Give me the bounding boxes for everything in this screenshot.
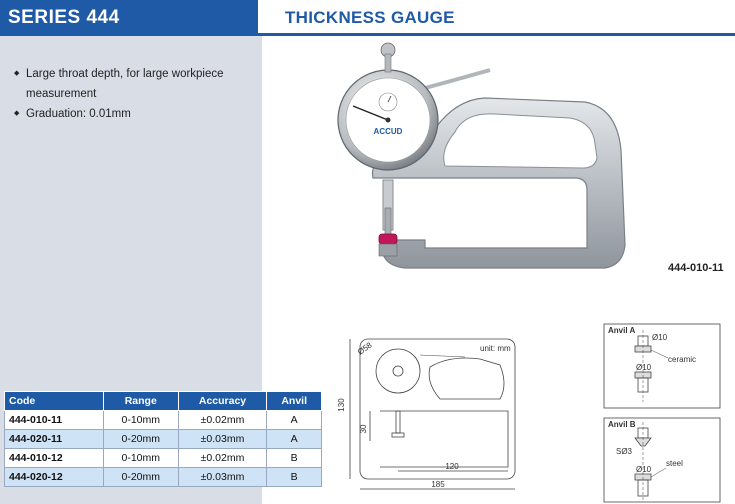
anvil-collar (379, 234, 397, 244)
anvil-a-material: ceramic (668, 355, 697, 364)
anvil-a-title: Anvil A (608, 326, 636, 335)
cell-range: 0-20mm (103, 468, 178, 487)
cell-accuracy: ±0.03mm (178, 430, 267, 449)
lift-lever (425, 70, 490, 88)
col-header-accuracy: Accuracy (178, 392, 267, 411)
col-header-anvil: Anvil (267, 392, 322, 411)
table-row (5, 449, 322, 468)
dial-brand: ACCUD (373, 127, 403, 136)
cell-code: 444-020-12 (5, 468, 104, 487)
cell-accuracy: ±0.02mm (178, 411, 267, 430)
cell-code: 444-010-12 (5, 449, 104, 468)
spec-table (4, 391, 322, 487)
table-row (5, 411, 322, 430)
dim-total-width: 185 (431, 480, 445, 489)
cell-range: 0-10mm (103, 449, 178, 468)
cell-accuracy: ±0.02mm (178, 449, 267, 468)
anvil-a-bottom: Ø10 (636, 363, 652, 372)
header-rule (258, 33, 735, 36)
anvil-b-bottom: Ø10 (636, 465, 652, 474)
handle-cutout (444, 114, 597, 168)
feature-list (14, 64, 254, 124)
cell-anvil: A (267, 411, 322, 430)
anvil-a-top: Ø10 (652, 333, 668, 342)
throat-outline (380, 411, 508, 467)
anvil-detail-drawings (602, 322, 732, 504)
cell-range: 0-10mm (103, 411, 178, 430)
anvil-b-box (604, 418, 720, 502)
handle-outline (429, 358, 504, 399)
anvil-b-tip: SØ3 (616, 447, 633, 456)
cell-code: 444-020-11 (5, 430, 104, 449)
lower-anvil (379, 244, 397, 256)
spindle (385, 208, 391, 238)
series-title: SERIES 444 (8, 7, 120, 28)
cell-range: 0-20mm (103, 430, 178, 449)
cell-anvil: A (267, 430, 322, 449)
anvil-b-material: steel (666, 459, 683, 468)
anvil-b-title: Anvil B (608, 420, 636, 429)
feature-item: ◆ Large throat depth, for large workpiece measurement (14, 64, 254, 104)
cell-anvil: B (267, 449, 322, 468)
thickness-gauge-photo (325, 40, 655, 285)
cell-accuracy: ±0.03mm (178, 468, 267, 487)
cell-code: 444-010-11 (5, 411, 104, 430)
cell-anvil: B (267, 468, 322, 487)
product-title: THICKNESS GAUGE (285, 8, 455, 27)
dim-throat-height: 30 (359, 424, 368, 434)
dim-inner-width: 120 (445, 462, 459, 471)
table-row (5, 468, 322, 487)
dimension-drawing (330, 325, 600, 504)
model-label: 444-010-11 (668, 262, 724, 274)
dim-height: 130 (337, 398, 346, 412)
outer-frame (360, 339, 515, 479)
feature-item: ◆ Graduation: 0.01mm (14, 104, 254, 124)
col-header-code: Code (5, 392, 104, 411)
dim-diameter: Ø58 (355, 340, 374, 357)
col-header-range: Range (103, 392, 178, 411)
unit-label: unit: mm (480, 344, 511, 353)
table-row (5, 430, 322, 449)
table-header-row (5, 392, 322, 411)
dial-outline (376, 349, 420, 393)
